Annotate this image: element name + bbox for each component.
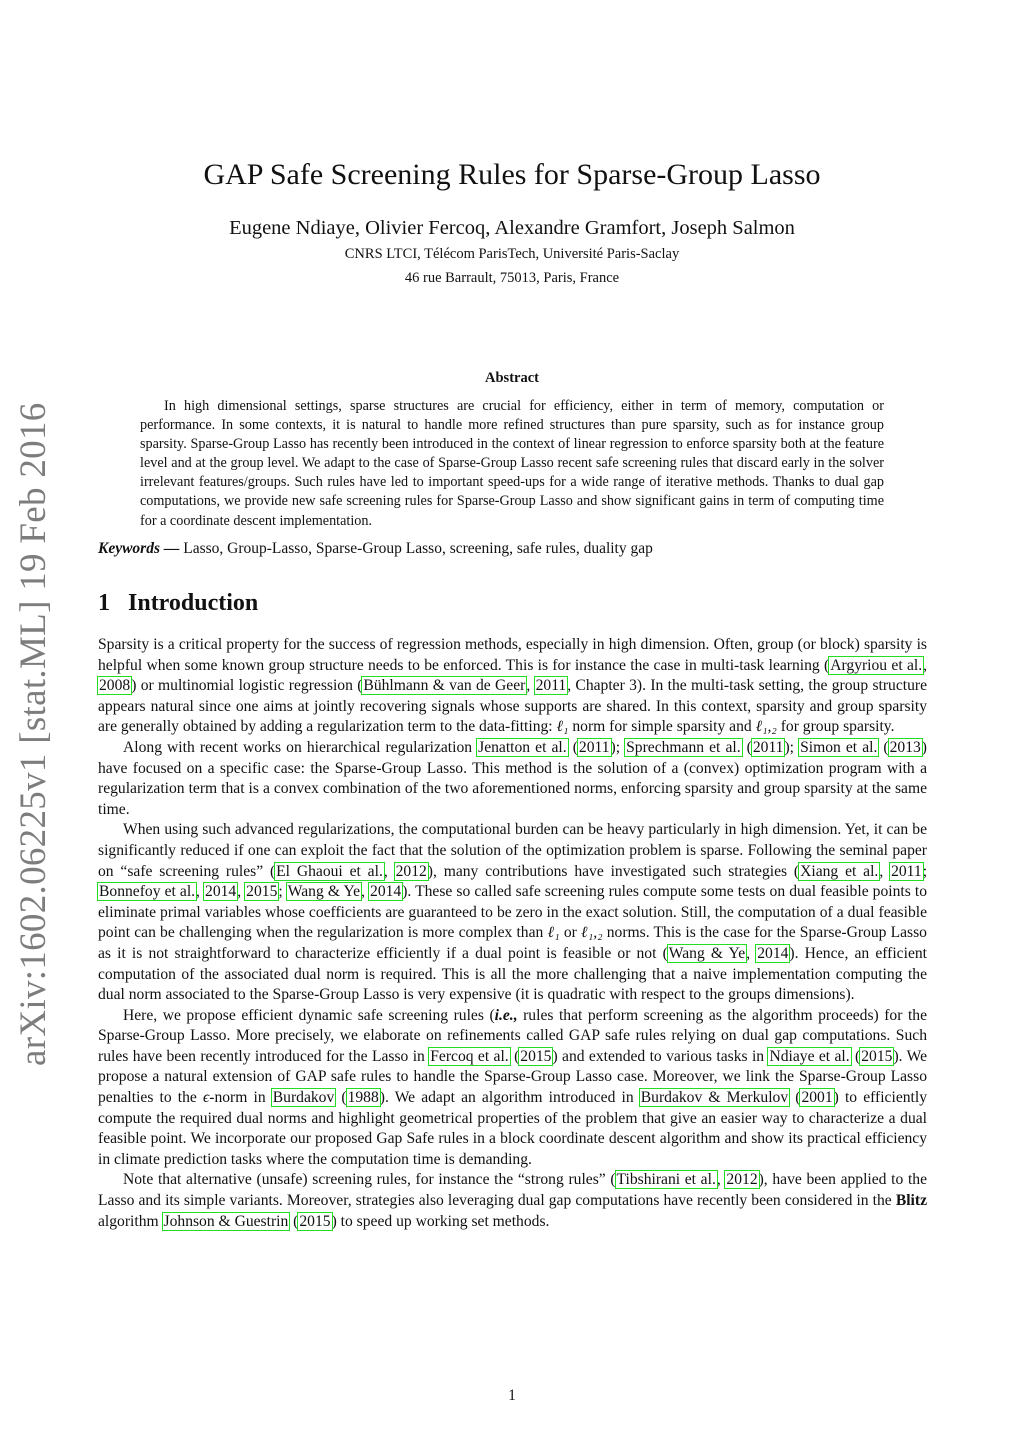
citation-link[interactable]: 2015 [861, 1047, 893, 1065]
citation-link[interactable]: Johnson & Guestrin [163, 1212, 289, 1230]
keywords-label: Keywords — [98, 540, 180, 557]
citation-link[interactable]: Sprechmann et al. [626, 738, 741, 756]
citation-link[interactable]: El Ghaoui et al. [276, 862, 383, 880]
citation-link[interactable]: 2011 [891, 862, 922, 880]
abstract-heading: Abstract [485, 370, 539, 386]
citation-link[interactable]: Argyriou et al. [830, 656, 923, 674]
paragraph-2: Along with recent works on hierarchical regularization Jenatton et al. (2011); Sprechmann et al. (2011); Simon et al. (2013) have focused on a specific case: the Sparse-Group Lasso. This method is the solution of a (convex) optimization program with a regularization term that is a convex combination of the two aforementioned norms, enforcing sparsity and group sparsity at the same time. [98, 738, 927, 818]
paragraph-3: When using such advanced regularizations, the computational burden can be heavy particularly in high dimension. Yet, it can be significantly reduced if one can exploit the fact that the solution of the optimization problem is sparse. Following the seminal paper on “safe screening rules” (El Ghaoui et al., 2012), many contributions have investigated such strategies (Xiang et al., 2011; Bonnefoy et al., 2014, 2015; Wang & Ye, 2014). These so called safe screening rules compute some tests on dual feasible points to eliminate primal variables whose coefficients are guaranteed to be zero in the exact solution. Still, the computation of a dual feasible point can be challenging when the regularization is more complex than ℓ₁ or ℓ₁,₂ norms. This is the case for the Sparse-Group Lasso as it is not straightforward to characterize efficiently if a dual point is feasible or not (Wang & Ye, 2014). Hence, an efficient computation of the associated dual norm is required. This is all the more challenging that a naive implementation computing the dual norm associated to the Sparse-Group Lasso is very expensive (it is quadratic with respect to the groups dimensions). [98, 821, 928, 1004]
affiliation-institution: CNRS LTCI, Télécom ParisTech, Université Paris-Saclay [344, 246, 680, 262]
citation-link[interactable]: 2013 [889, 738, 921, 756]
citation-link[interactable]: 2012 [395, 862, 427, 880]
paragraph-1: Sparsity is a critical property for the success of regression methods, especially in high dimension. Often, group (or block) sparsity is helpful when some known group structure needs to be enforced. This is for instance the case in multi-task learning (Argyriou et al., 2008) or multinomial logistic regression (Bühlmann & van de Geer, 2011, Chapter 3). In the multi-task setting, the group structure appears natural since one aims at jointly recovering signals whose supports are shared. In this context, sparsity and group sparsity are generally obtained by adding a regularization term to the data-fitting: ℓ₁ norm for simple sparsity and ℓ₁,₂ for group sparsity. [98, 636, 928, 736]
page-number: 1 [508, 1387, 516, 1404]
citation-link[interactable]: 2011 [578, 738, 610, 756]
paragraph-5: Note that alternative (unsafe) screening rules, for instance the “strong rules” (Tibshirani et al., 2012), have been applied to the Lasso and its simple variants. Moreover, strategies also leveraging dual gap computations have recently been considered in the Blitz algorithm Johnson & Guestrin (2015) to speed up working set methods. [98, 1171, 927, 1230]
citation-link[interactable]: Fercoq et al. [430, 1047, 509, 1065]
citation-link[interactable]: 2014 [757, 944, 789, 962]
citation-link[interactable]: Bonnefoy et al. [99, 883, 196, 901]
citation-link[interactable]: Jenatton et al. [478, 738, 567, 756]
citation-link[interactable]: 2011 [752, 738, 784, 756]
citation-link[interactable]: Xiang et al. [800, 862, 879, 880]
citation-link[interactable]: 2008 [99, 677, 131, 695]
citation-link[interactable]: Wang & Ye [287, 883, 361, 901]
introduction-body [98, 635, 927, 1232]
citation-link[interactable]: 2014 [205, 883, 237, 901]
citation-link[interactable]: 2014 [370, 883, 402, 901]
math-l1: ℓ₁ [556, 718, 569, 736]
citation-link[interactable]: 2012 [726, 1171, 758, 1189]
author-list: Eugene Ndiaye, Olivier Fercoq, Alexandre Gramfort, Joseph Salmon [229, 217, 795, 239]
section-title: Introduction [128, 590, 259, 616]
citation-link[interactable]: 2001 [801, 1089, 833, 1107]
paragraph-4: Here, we propose efficient dynamic safe screening rules (i.e., rules that perform screening as the algorithm proceeds) for the Sparse-Group Lasso. More precisely, we elaborate on refinements called GAP safe rules relying on dual gap computations. Such rules have been recently introduced for the Lasso in Fercoq et al. (2015) and extended to various tasks in Ndiaye et al. (2015). We propose a natural extension of GAP safe rules to handle the Sparse-Group Lasso case. Moreover, we link the Sparse-Group Lasso penalties to the ϵ-norm in Burdakov (1988). We adapt an algorithm introduced in Burdakov & Merkulov (2001) to efficiently compute the required dual norms and highlight geometrical properties of the problem that give an easier way to characterize a dual feasible point. We incorporate our proposed Gap Safe rules in a block coordinate descent algorithm and show its practical efficiency in climate prediction tasks where the computation time is demanding. [98, 1006, 928, 1168]
section-heading [98, 590, 258, 617]
keywords-line [98, 540, 653, 558]
citation-link[interactable]: Tibshirani et al. [616, 1171, 716, 1189]
citation-link[interactable]: Bühlmann & van de Geer [363, 677, 526, 695]
citation-link[interactable]: 2015 [520, 1047, 552, 1065]
math-l1: ℓ₁ [547, 924, 560, 942]
citation-link[interactable]: Wang & Ye [668, 944, 746, 962]
ie-italic: i.e., [494, 1006, 518, 1024]
paper-title: GAP Safe Screening Rules for Sparse-Group Lasso [203, 158, 821, 191]
citation-link[interactable]: 2011 [535, 677, 567, 695]
citation-link[interactable]: 2015 [246, 883, 278, 901]
affiliation-address: 46 rue Barrault, 75013, Paris, France [404, 270, 620, 286]
citation-link[interactable]: 2015 [299, 1212, 331, 1230]
arxiv-identifier-stamp: arXiv:1602.06225v1 [stat.ML] 19 Feb 2016 [13, 402, 54, 1066]
section-number: 1 [98, 590, 110, 616]
blitz-algorithm-name: Blitz [895, 1192, 927, 1210]
citation-link[interactable]: Burdakov [272, 1089, 335, 1107]
math-l12: ℓ₁,₂ [581, 924, 603, 942]
abstract-text: In high dimensional settings, sparse structures are crucial for efficiency, either in term of memory, computation or performance. In some contexts, it is natural to handle more refined structures than pure sparsity, such as for instance group sparsity. Sparse-Group Lasso has recently been introduced in the context of linear regression to enforce sparsity both at the feature level and at the group level. We adapt to the case of Sparse-Group Lasso recent safe screening rules that discard early in the solver irrelevant features/groups. Such rules have led to important speed-ups for a wide range of iterative methods. Thanks to dual gap computations, we provide new safe screening rules for Sparse-Group Lasso and show significant gains in term of computing time for a coordinate descent implementation. [140, 398, 884, 529]
citation-link[interactable]: Simon et al. [800, 738, 878, 756]
citation-link[interactable]: Ndiaye et al. [769, 1047, 850, 1065]
keywords-text: Lasso, Group-Lasso, Sparse-Group Lasso, screening, safe rules, duality gap [183, 540, 653, 557]
math-l12: ℓ₁,₂ [755, 718, 777, 736]
math-epsilon: ϵ [202, 1089, 210, 1107]
citation-link[interactable]: Burdakov & Merkulov [640, 1089, 789, 1107]
citation-link[interactable]: 1988 [347, 1089, 379, 1107]
